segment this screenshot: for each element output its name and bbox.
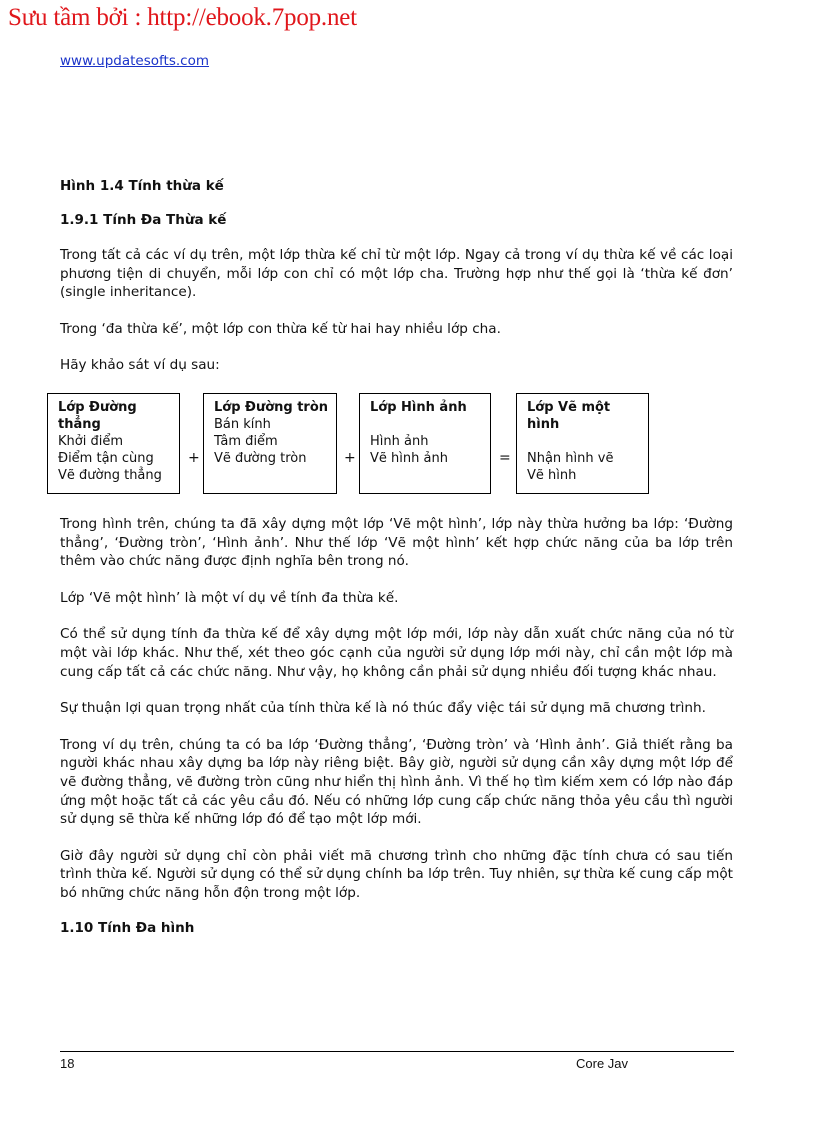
class-box-item: Khởi điểm — [58, 433, 123, 449]
paragraph: Trong tất cả các ví dụ trên, một lớp thừa kế chỉ từ một lớp. Ngay cả trong ví dụ thừa kế về các loại phương tiện di chuyển, mỗi lớp con chỉ có một lớp cha. Trường hợp như thế gọi là ‘thừa kế đơn’ (single inheritance). — [60, 247, 733, 301]
class-box-title: Lớp Đường thẳng — [58, 399, 137, 432]
class-box-item: Tâm điểm — [214, 433, 278, 449]
website-link[interactable]: www.updatesofts.com — [60, 53, 210, 69]
class-box-item: Bán kính — [214, 416, 271, 432]
paragraph: Hãy khảo sát ví dụ sau: — [60, 357, 220, 374]
class-box-draw-shape — [516, 393, 649, 494]
paragraph: Giờ đây người sử dụng chỉ còn phải viết mã chương trình cho những đặc tính chưa có sau tiến trình thừa kế. Người sử dụng có thể sử dụng chính ba lớp trên. Tuy nhiên, sự thừa kế cung cấp một bó những chức năng hỗn độn trong một lớp. — [60, 847, 733, 901]
class-box-title: Lớp Hình ảnh — [370, 399, 467, 415]
class-box-item: Vẽ đường tròn — [214, 450, 307, 466]
class-box-item: Vẽ hình ảnh — [370, 450, 448, 466]
plus-operator: + — [188, 449, 200, 466]
paragraph: Trong ‘đa thừa kế’, một lớp con thừa kế từ hai hay nhiều lớp cha. — [60, 320, 501, 337]
page-content — [60, 178, 733, 954]
class-box-item: Vẽ hình — [527, 467, 577, 483]
class-box-circle — [203, 393, 337, 494]
multiple-inheritance-diagram — [47, 393, 747, 497]
paragraph: Sự thuận lợi quan trọng nhất của tính thừa kế là nó thúc đẩy việc tái sử dụng mã chương trình. — [60, 700, 706, 717]
plus-operator: + — [344, 449, 356, 466]
page-number: 18 — [60, 1056, 75, 1071]
watermark-text: Sưu tầm bởi : http://ebook.7pop.net — [8, 4, 357, 31]
figure-caption: Hình 1.4 Tính thừa kế — [60, 178, 224, 194]
next-section-heading: 1.10 Tính Đa hình — [60, 920, 195, 937]
equals-operator: = — [499, 449, 511, 466]
paragraph: Có thể sử dụng tính đa thừa kế để xây dựng một lớp mới, lớp này dẫn xuất chức năng của nó từ một vài lớp khác. Như thế, xét theo góc cạnh của người sử dụng lớp mới này, chỉ cần một lớp mà cung cấp tất cả các chức năng. Như vậy, họ không cần phải sử dụng nhiều đối tượng khác nhau. — [60, 626, 733, 680]
class-box-title: Lớp Đường tròn — [214, 399, 329, 415]
footer-divider — [60, 1051, 734, 1052]
class-box-image — [359, 393, 491, 494]
class-box-line — [47, 393, 180, 494]
paragraph: Lớp ‘Vẽ một hình’ là một ví dụ về tính đa thừa kế. — [60, 589, 399, 606]
class-box-item: Hình ảnh — [370, 433, 429, 449]
footer-book-title: Core Jav — [576, 1056, 629, 1071]
class-box-title: Lớp Vẽ một hình — [527, 399, 611, 432]
section-heading: 1.9.1 Tính Đa Thừa kế — [60, 212, 227, 228]
paragraph: Trong ví dụ trên, chúng ta có ba lớp ‘Đường thẳng’, ‘Đường tròn’ và ‘Hình ảnh’. Giả thiết rằng ba người khác nhau xây dựng ba lớp này riêng biệt. Bây giờ, người sử dụng cần xây dựng một lớp để vẽ đường thẳng, vẽ đường tròn cũng như hiển thị hình ảnh. Vì thế họ tìm kiếm xem có lớp nào đáp ứng một hoặc tất cả các yêu cầu đó. Nếu có những lớp cung cấp chức năng thỏa yêu cầu thì người sử dụng sẽ thừa kế những lớp đó để tạo một lớp mới. — [60, 736, 733, 828]
class-box-item: Điểm tận cùng — [58, 450, 154, 466]
paragraph: Trong hình trên, chúng ta đã xây dựng một lớp ‘Vẽ một hình’, lớp này thừa hưởng ba lớp: ‘Đường thẳng’, ‘Đường tròn’, ‘Hình ảnh’. Như thế lớp ‘Vẽ một hình’ kết hợp chức năng của ba lớp trên thêm vào chức năng được định nghĩa bên trong nó. — [60, 515, 733, 570]
class-box-item: Nhận hình vẽ — [527, 450, 614, 466]
class-box-item: Vẽ đường thẳng — [58, 467, 162, 483]
